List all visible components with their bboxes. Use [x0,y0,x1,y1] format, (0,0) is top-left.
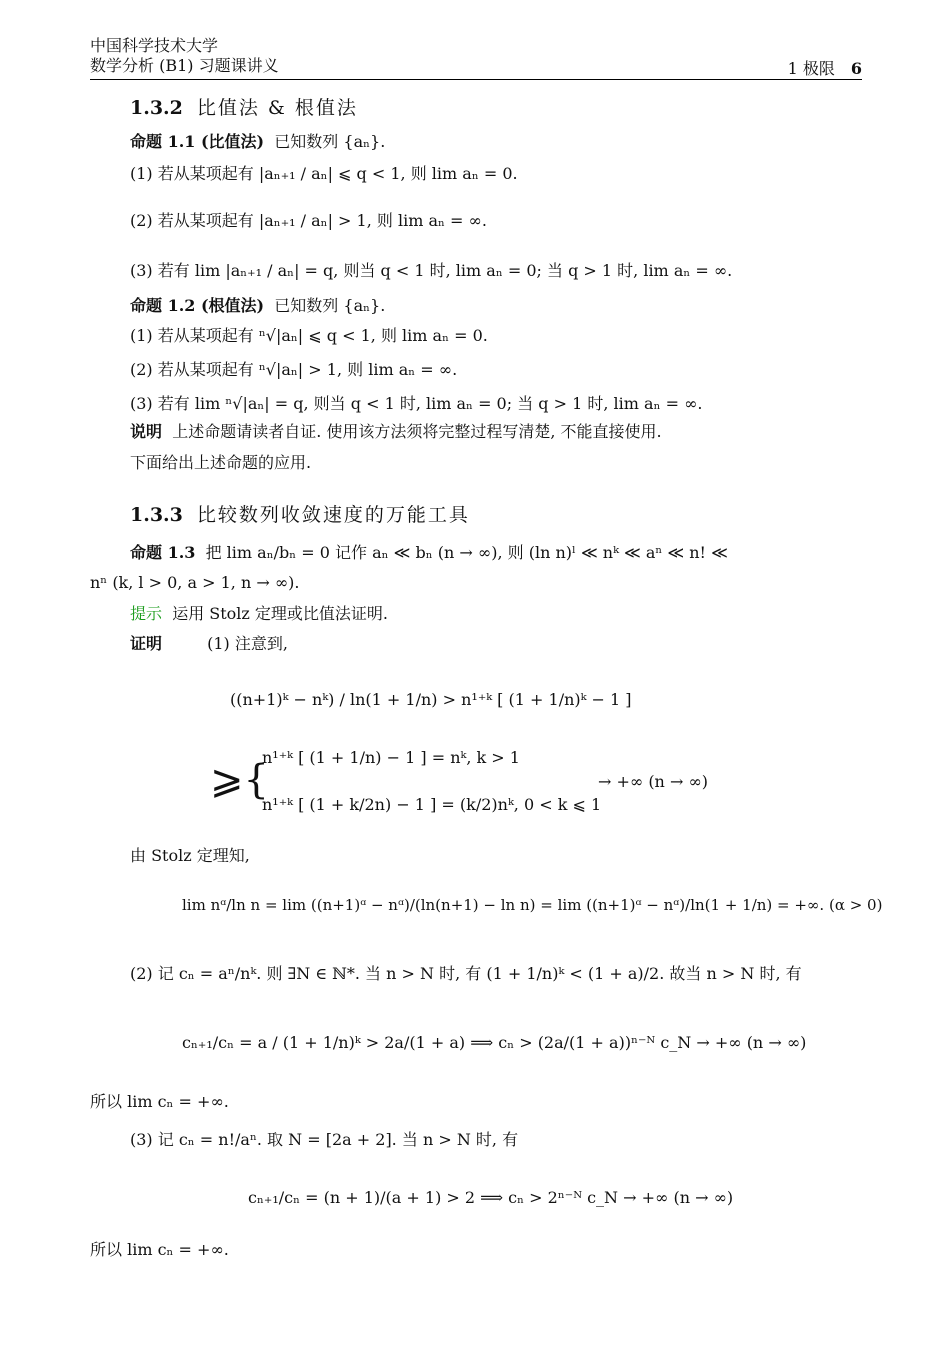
prop-label: 命题 1.3 [130,543,196,562]
prop-text: 把 lim aₙ/bₙ = 0 记作 aₙ ≪ bₙ (n → ∞), 则 (ln n)ˡ ≪ nᵏ ≪ aⁿ ≪ n! ≪ [205,543,728,562]
prop-1-1-item-3: (3) 若有 lim |aₙ₊₁ / aₙ| = q, 则当 q < 1 时, lim aₙ = 0; 当 q > 1 时, lim aₙ = ∞. [130,261,733,280]
section-number: 1.3.3 [130,504,183,526]
remark-label: 说明 [130,422,163,441]
course-title: 数学分析 (B1) 习题课讲义 [90,56,279,75]
prop-1-2-heading [130,296,385,316]
prop-1-1-item-1: (1) 若从某项起有 |aₙ₊₁ / aₙ| ⩽ q < 1, 则 lim aₙ = 0. [130,164,518,183]
hint [130,604,388,624]
section-title: 比值法 & 根值法 [196,97,358,119]
prop-label: 命题 1.2 (根值法) [130,296,265,315]
proof-heading [130,634,288,654]
proof-part-3: (3) 记 cₙ = n!/aⁿ. 取 N = [2a + 2]. 当 n > N 时, 有 [130,1130,519,1149]
stolz-text: 由 Stolz 定理知, [130,846,250,865]
equation-2-case-2: n¹⁺ᵏ [ (1 + k/2n) − 1 ] = (k/2)nᵏ, 0 < k ⩽ 1 [262,795,602,814]
equation-5: cₙ₊₁/cₙ = (n + 1)/(a + 1) > 2 ⟹ cₙ > 2ⁿ⁻ᴺ c_N → +∞ (n → ∞) [248,1188,734,1207]
equation-1: ((n+1)ᵏ − nᵏ) / ln(1 + 1/n) > n¹⁺ᵏ [ (1 + 1/n)ᵏ − 1 ] [230,690,632,709]
greater-equal-brace: ⩾{ [210,757,269,803]
prop-1-1-item-2: (2) 若从某项起有 |aₙ₊₁ / aₙ| > 1, 则 lim aₙ = ∞. [130,211,487,230]
prop-1-3-line-1 [130,543,728,563]
remark-next: 下面给出上述命题的应用. [130,453,312,472]
section-heading-1-3-3 [130,505,470,525]
prop-label: 命题 1.1 (比值法) [130,132,265,151]
equation-4: cₙ₊₁/cₙ = a / (1 + 1/n)ᵏ > 2a/(1 + a) ⟹ cₙ > (2a/(1 + a))ⁿ⁻ᴺ c_N → +∞ (n → ∞) [182,1033,807,1052]
chapter-label: 1 极限 [787,59,835,78]
equation-3: lim nᵅ/ln n = lim ((n+1)ᵅ − nᵅ)/(ln(n+1) − ln n) = lim ((n+1)ᵅ − nᵅ)/ln(1 + 1/n) = +∞. (α > 0) [182,896,883,914]
page-header [90,36,862,76]
prop-1-2-item-3: (3) 若有 lim ⁿ√|aₙ| = q, 则当 q < 1 时, lim aₙ = 0; 当 q > 1 时, lim aₙ = ∞. [130,394,703,413]
prop-1-2-item-1: (1) 若从某项起有 ⁿ√|aₙ| ⩽ q < 1, 则 lim aₙ = 0. [130,326,488,345]
prop-intro: 已知数列 {aₙ}. [274,132,386,151]
prop-intro: 已知数列 {aₙ}. [274,296,386,315]
section-heading-1-3-2 [130,98,358,118]
conclusion-2: 所以 lim cₙ = +∞. [90,1092,229,1111]
running-head [788,56,862,79]
proof-part-2: (2) 记 cₙ = aⁿ/nᵏ. 则 ∃N ∈ ℕ*. 当 n > N 时, 有 (1 + 1/n)ᵏ < (1 + a)/2. 故当 n > N 时, 有 [130,964,802,983]
remark [130,422,662,442]
conclusion-3: 所以 lim cₙ = +∞. [90,1240,229,1259]
page-number: 6 [850,59,862,78]
proof-label: 证明 [130,634,163,653]
prop-1-1-heading [130,132,385,152]
section-title: 比较数列收敛速度的万能工具 [196,504,470,526]
prop-1-2-item-2: (2) 若从某项起有 ⁿ√|aₙ| > 1, 则 lim aₙ = ∞. [130,360,458,379]
header-rule [90,79,862,80]
equation-2-case-1: n¹⁺ᵏ [ (1 + 1/n) − 1 ] = nᵏ, k > 1 [262,748,520,767]
hint-text: 运用 Stolz 定理或比值法证明. [172,604,389,623]
hint-label: 提示 [130,604,163,623]
section-number: 1.3.2 [130,97,183,119]
remark-text: 上述命题请读者自证. 使用该方法须将完整过程写清楚, 不能直接使用. [172,422,662,441]
school-name: 中国科学技术大学 [90,36,219,55]
equation-2-limit: → +∞ (n → ∞) [598,772,709,791]
proof-part-1: (1) 注意到, [207,634,288,653]
prop-1-3-line-2: nⁿ (k, l > 0, a > 1, n → ∞). [90,573,300,592]
